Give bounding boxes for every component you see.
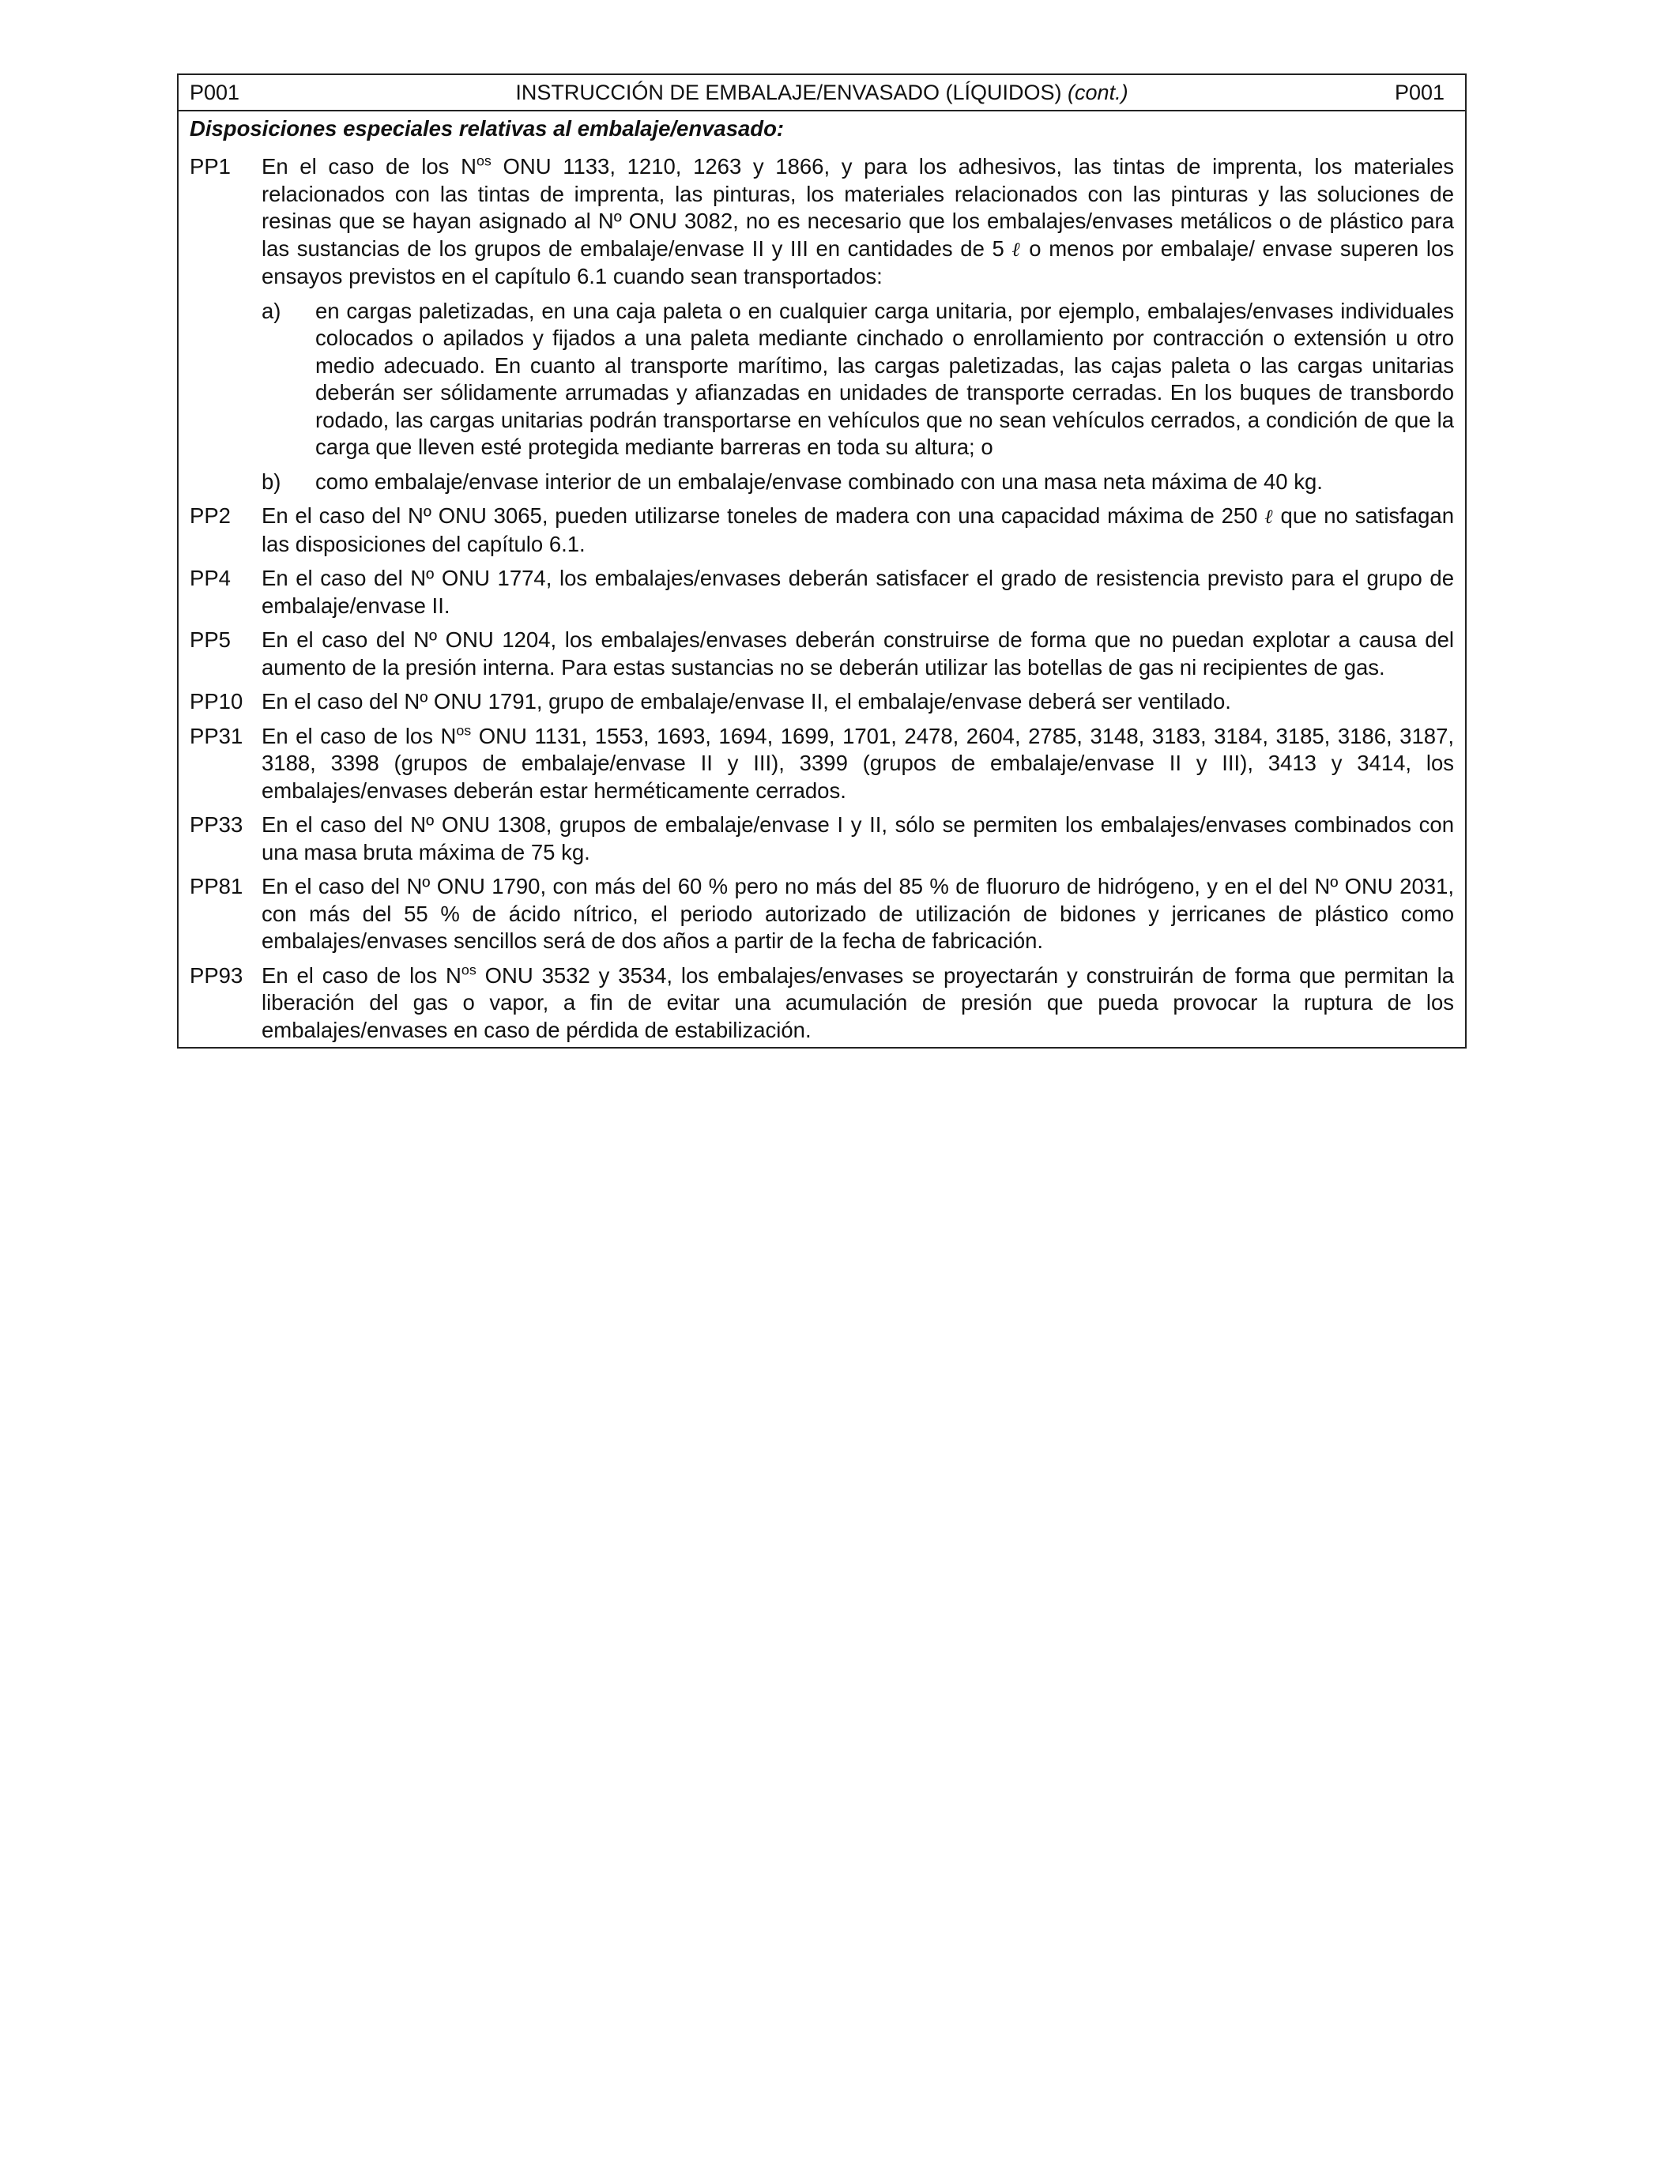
provision-code: PP31 <box>190 723 243 748</box>
instruction-title-suffix: (cont.) <box>1068 81 1128 104</box>
table-body <box>179 111 1465 1047</box>
provision-pp93 <box>190 962 1454 1045</box>
item-text: en cargas paletizadas, en una caja paleta o en cualquier carga unitaria, por ejemplo, embalajes/envases individuales colocados o apilados y fijados a una paleta mediante cinchado o enrollamiento por contracción o extensión u otro medio adecuado. En cuanto al transporte marítimo, las cargas paletizadas, las cajas paleta o las cargas unitarias deberán ser sólidamente arrumadas y afianzadas en unidades de transporte cerradas. En los buques de transbordo rodado, las cargas unitarias podrán transportarse en vehículos que no sean vehículos cerrados, a condición de que la carga que lleven esté protegida mediante barreras en toda su altura; o <box>315 298 1454 459</box>
provision-code: PP4 <box>190 566 231 590</box>
superscript: os <box>461 961 477 977</box>
litre-symbol: ℓ <box>1264 505 1274 528</box>
provision-code: PP33 <box>190 812 243 837</box>
provision-code: PP1 <box>190 154 231 179</box>
item-label: a) <box>262 298 281 323</box>
item-text: como embalaje/envase interior de un embalaje/envase combinado con una masa neta máxima de 40 kg. <box>315 469 1323 494</box>
provision-code: PP10 <box>190 689 243 714</box>
text-run: En el caso de los N <box>262 723 457 748</box>
provision-code: PP81 <box>190 874 243 898</box>
provision-pp10 <box>190 688 1454 716</box>
instruction-code-left: P001 <box>190 81 240 104</box>
provision-text <box>262 153 1454 495</box>
instruction-title <box>179 75 1465 110</box>
text-run: ONU 1131, 1553, 1693, 1694, 1699, 1701, 2478, 2604, 2785, 3148, 3183, 3184, 3185, 3186, 3187, 3188, 3398 (grupos de embalaje/envase II y III), 3399 (grupos de embalaje/envase II y III), 3413 y 3414, los embalajes/envases deberán estar herméticamente cerrados. <box>262 723 1455 803</box>
text-run: ONU 1133, 1210, 1263 y 1866, y para los adhesivos, las tintas de imprenta, los materiales relacionados con las tintas de imprenta, las pinturas, los materiales relacionados con las pinturas y las soluciones de resinas que se hayan asignado al Nº ONU 3082, no es necesario que los embalajes/envases metálicos o de plástico para las sustancias de los grupos de embalaje/envase II y III en cantidades de 5 <box>262 154 1455 261</box>
provision-code: PP5 <box>190 627 231 652</box>
provision-pp33 <box>190 811 1454 866</box>
provision-pp81 <box>190 873 1454 955</box>
provision-code: PP2 <box>190 503 231 528</box>
provision-pp31 <box>190 723 1454 805</box>
provision-pp5 <box>190 627 1454 681</box>
provision-text: En el caso del Nº ONU 1790, con más del 60 % pero no más del 85 % de fluoruro de hidrógeno, y en el del Nº ONU 2031, con más del 55 % de ácido nítrico, el periodo autorizado de utilización de bidones y jerricanes de plástico como embalajes/envases sencillos será de dos años a partir de la fecha de fabricación. <box>262 874 1454 953</box>
provision-pp1 <box>190 153 1454 495</box>
text-run: En el caso de los N <box>262 962 461 988</box>
provision-text: En el caso del Nº ONU 1774, los embalajes/envases deberán satisfacer el grado de resistencia previsto para el grupo de embalaje/envase II. <box>262 566 1454 618</box>
provision-text: En el caso del Nº ONU 1204, los embalajes/envases deberán construirse de forma que no puedan explotar a causa del aumento de la presión interna. Para estas sustancias no se deberán utilizar las botellas de gas ni recipientes de gas. <box>262 627 1454 680</box>
text-run: En el caso del Nº ONU 3065, pueden utilizarse toneles de madera con una capacidad máxima de 250 <box>262 503 1265 528</box>
section-subtitle: Disposiciones especiales relativas al embalaje/envasado: <box>190 116 785 141</box>
provision-text <box>262 503 1454 558</box>
item-label: b) <box>262 469 281 494</box>
text-run: ONU 3532 y 3534, los embalajes/envases se proyectarán y construirán de forma que permitan la liberación del gas o vapor, a fin de evitar una acumulación de presión que pueda provocar la ruptura de los embalajes/envases en caso de pérdida de estabilización. <box>262 962 1454 1042</box>
text-run: que no satisfagan las disposiciones del capítulo 6.1. <box>262 503 1454 556</box>
provision-text <box>262 962 1454 1045</box>
litre-symbol: ℓ <box>1011 237 1022 261</box>
provision-code: PP93 <box>190 962 243 988</box>
provision-text <box>262 723 1454 805</box>
superscript: os <box>476 153 492 169</box>
instruction-code-right: P001 <box>1394 81 1445 104</box>
text-run: En el caso de los N <box>262 154 477 179</box>
provision-pp2 <box>190 503 1454 558</box>
packing-instruction-table <box>177 73 1467 1049</box>
superscript: os <box>456 721 472 738</box>
provision-text: En el caso del Nº ONU 1308, grupos de embalaje/envase I y II, sólo se permiten los embalajes/envases combinados con una masa bruta máxima de 75 kg. <box>262 812 1454 864</box>
text-run: o menos por embalaje/ envase superen los ensayos previstos en el capítulo 6.1 cuando sean transportados: <box>262 235 1454 288</box>
provision-item-a <box>262 298 1454 461</box>
instruction-title-text: INSTRUCCIÓN DE EMBALAJE/ENVASADO (LÍQUIDOS) <box>515 81 1062 104</box>
provision-pp4 <box>190 565 1454 619</box>
table-header <box>179 75 1465 111</box>
provision-text: En el caso del Nº ONU 1791, grupo de embalaje/envase II, el embalaje/envase deberá ser ventilado. <box>262 689 1231 714</box>
provision-item-b <box>262 469 1454 496</box>
